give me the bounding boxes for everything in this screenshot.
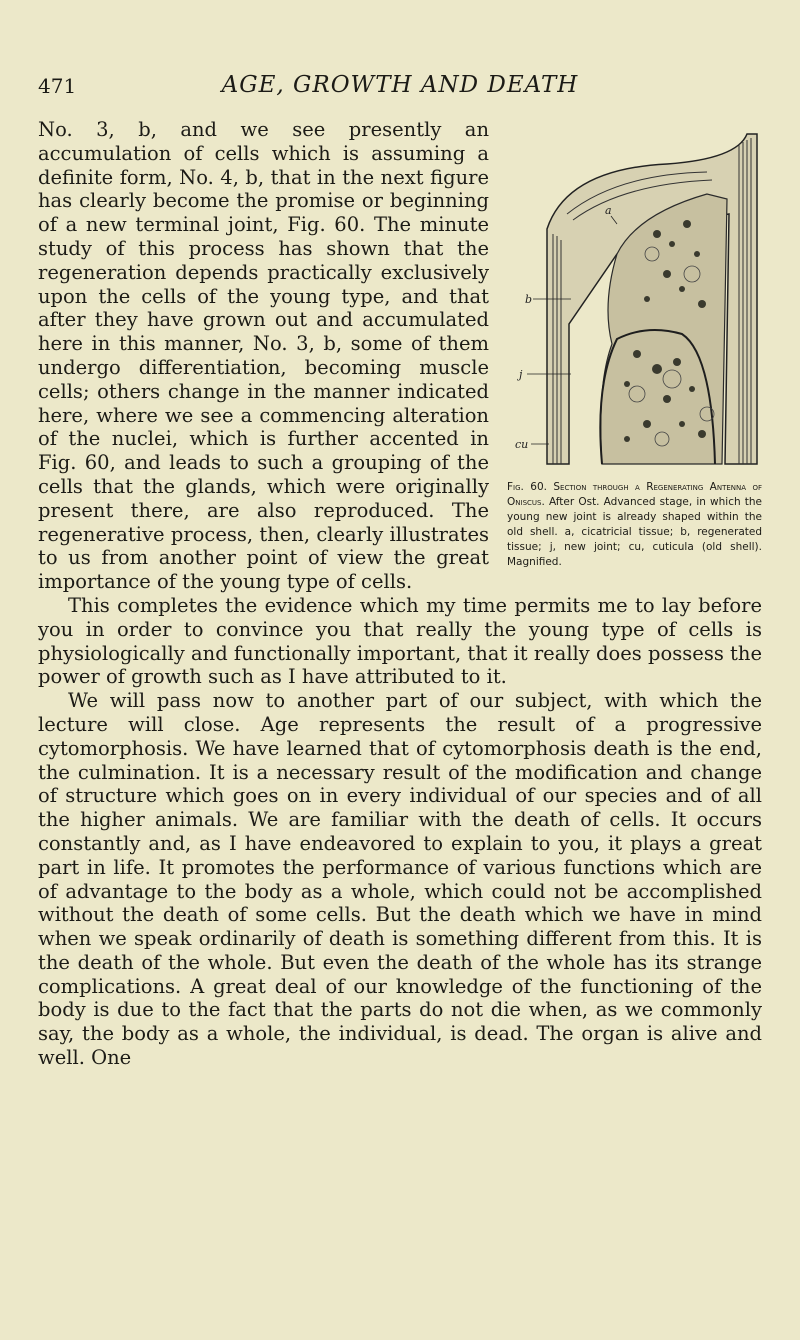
figure-60 [507, 124, 762, 570]
label-cu: cu [515, 438, 529, 451]
label-j: j [519, 368, 523, 381]
caption-text: After Ost. Advanced stage, in which the young new joint is already shaped within the old shell. a, cicatricial tissue; b, regenerated tissue; j, new joint; cu, cuticula (old shell). Magnified. [507, 496, 763, 568]
caption-title: Fig. 60. Section through a Regenerating Antenna of Oniscus. [507, 481, 762, 508]
running-title: AGE, GROWTH AND DEATH [221, 72, 579, 98]
antenna-section-illustration [507, 124, 762, 474]
figure-caption [507, 480, 762, 570]
body-text [38, 118, 762, 1070]
paragraph-2: This completes the evidence which my time permits me to lay before you in order to convince you that really the young type of cells is physiologically and functionally important, that it really does possess the power of growth such as I have attributed to it. [38, 593, 762, 689]
label-a: a [605, 204, 612, 217]
paragraph-1: No. 3, b, and we see presently an accumulation of cells which is assuming a definite form, No. 4, b, that in the next figure has clearly become the promise or beginning of a new terminal joint, Fig. 60. The minute study of this process has shown that the regeneration depends practically exclusively upon the cells of the young type, and that after they have grown out and accumulated here in this manner, No. 3, b, some of them undergo differentiation, becoming muscle cells; others change in the manner indicated here, where we see a commencing alteration of the nuclei, which is further accented in Fig. 60, and leads to such a grouping of the cells that the glands, which were originally present there, are also reproduced. The regenerative process, then, clearly illustrates to us from another point of view the great importance of the young type of cells. [38, 118, 489, 594]
page-number: 471 [38, 74, 77, 98]
page-header [0, 70, 800, 110]
paragraph-3: We will pass now to another part of our subject, with which the lecture will close. Age represents the result of a progressive cytomorphosis. We have learned that of cytomorphosis death is the end, the culmination. It is a necessary result of the modification and change of structure which goes on in every individual of our species and of all the higher animals. We are familiar with the death of cells. It occurs constantly and, as I have endeavored to explain to you, it plays a great part in life. It promotes the performance of various functions which are of advantage to the body as a whole, which could not be accomplished without the death of some cells. But the death which we have in mind when we speak ordinarily of death is something different from this. It is the death of the whole. But even the death of the whole has its strange complications. A great deal of our knowledge of the functioning of the body is due to the fact that the parts do not die when, as we commonly say, the body as a whole, the individual, is dead. The organ is alive and well. One [38, 689, 762, 1070]
label-b: b [525, 293, 533, 306]
